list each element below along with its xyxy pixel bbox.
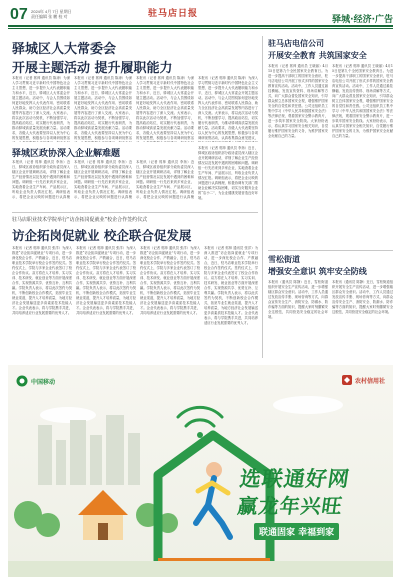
editor-line: 责任编辑 张 鹏 校 对	[31, 14, 68, 19]
ad-tagline: 联通固家 幸福到家	[254, 523, 339, 540]
section-title: 驿城·经济·广告	[332, 15, 393, 25]
article-2-body-col3: 本报讯（记者 郭帅 通讯员 李扬）近日，驿城区政协组织部分政协委员深入辖区企业开展调研活动，详细了解企业生产经营情况以及发展中遇到的困难和问题。调研组一行先后来到多家企业，实地查看企业生产车间、产品展示区，听取企业负责人情况汇报。调研组表示，将把企业反映的问题进行认真梳	[136, 160, 194, 199]
article-3-body-col4: 本报讯（记者 郭帅 通讯员 张洋）为深入推进“访企拓岗促就业”专项行动，进一步深化校企合作、产教融合，近日，驻马店职业技术学院举行校企合作签约仪式。签约仪式上，学院与多家企业代表签订了校企合作协议。双方将在人才培养、实习实训、技术研发、就业创业等方面开展深度合作，实现资源共享、优势互补、互利共赢。学院负责人表示，将以此次签约为契机，不断创新校企合作模式，拓宽毕业生就业渠道，提升人才培养质量，为地方经济社会发展输送更多高素质技术技能人才。企业代表表示，将与学院携手共进，共同培养适应行业发展需要的优秀人才。	[204, 246, 258, 325]
issue-date	[31, 9, 101, 19]
ad-brand-left-name: 中国移动	[31, 378, 56, 386]
article-1-body-col2: 本报讯（记者 郭帅 通讯员 陈涛）为深入学习贯彻习近平新时代中国特色社会主义思想，进一步提升人大代表履职能力和水平，近日，驿城区人大常委会开展主题活动。活动中，与会人员围绕如何更好地发挥人大代表作用、密切联系人民群众、助力全区经济社会高质量发展等内容进行了深入交流。大家表示，将以此次活动为契机，不断加强学习，提高政治站位，切实履行代表职责，为推动驿城高质量发展贡献力量。活动要求，各级人大代表要坚持以人民为中心的发展思想，积极参与各项调研视察活	[74, 76, 132, 140]
article-1-body-col4: 本报讯（记者 郭帅 通讯员 陈涛）为深入学习贯彻习近平新时代中国特色社会主义思想，进一步提升人大代表履职能力和水平，近日，驿城区人大常委会开展主题活动。活动中，与会人员围绕如何更好地发挥人大代表作用、密切联系人民群众、助力全区经济社会高质量发展等内容进行了深入交流。大家表示，将以此次活动为契机，不断加强学习，提高政治站位，切实履行代表职责，为推动驿城高质量发展贡献力量。活动要求，各级人大代表要坚持以人民为中心的发展思想，积极参与各项调研视察活动，认真收集群众意见建议，	[198, 76, 258, 140]
article-1-title: 驿城区人大常委会	[12, 42, 117, 57]
article-5-title: 雪松街道	[268, 255, 300, 264]
article-5-body-col2: 本报讯（通讯员 陈静）近日，雪松街道组织开展安全生产宣传活动，进一步增强辖区群众安全意识。活动中，工作人员通过发放宣传手册、现场咨询等方式，向群众宣传安全生产、消防安全、防溺水、防诈骗等方面的知识，提醒大家时刻绷紧安全这根弦，共同营造安全稳定的社会环境。	[332, 280, 393, 314]
article-2-title: 驿城区政协深入企业解难题	[12, 149, 121, 159]
article-3-title: 访企拓岗促就业 校企联合促发展	[12, 228, 192, 243]
issue-date-line: 2024年 4月 7日 星期日	[31, 9, 72, 14]
article-1-body-col1: 本报讯（记者 郭帅 通讯员 陈涛）为深入学习贯彻习近平新时代中国特色社会主义思想，进一步提升人大代表履职能力和水平，近日，驿城区人大常委会开展主题活动。活动中，与会人员围绕如何更好地发挥人大代表作用、密切联系人民群众、助力全区经济社会高质量发展等内容进行了深入交流。大家表示，将以此次活动为契机，不断加强学习，提高政治站位，切实履行代表职责，为推动驿城高质量发展贡献力量。活动要求，各级人大代表要坚持以人民为中心的发展思想，积极参与各项调研视察活	[12, 76, 70, 140]
ad-slogan-line2: 赢龙年兴旺	[236, 494, 345, 518]
article-4-body-col1: 本报讯（记者 郭帅 通讯员 王晓丽）4月15日是第九个全民国家安全教育日。为进一步提高干部职工的国家安全意识，驻马店电信公司开展了形式多样的国家安全教育宣传活动。活动中，工作人员通过悬挂横幅、发放宣传资料、现场讲解等方式，向广大群众普及国家安全知识，引导群众树立总体国家安全观，增强维护国家安全的自觉性和责任感。公司还组织员工集中学习《中华人民共和国国家安全法》等法律法规，观看国家安全警示教育片，进一步筑牢国家安全防线。大家纷纷表示，将认真学习国家安全相关知识，自觉履行维护国家安全的义务，为维护国家安全贡献自己的力量。	[268, 64, 328, 138]
article-1-subtitle: 开展主题活动 提升履职能力	[12, 61, 173, 76]
ad-brand-right-name: 农村信用社	[354, 377, 385, 385]
article-5-body-col1: 本报讯（通讯员 陈静）近日，雪松街道组织开展安全生产宣传活动，进一步增强辖区群众安全意识。活动中，工作人员通过发放宣传手册、现场咨询等方式，向群众宣传安全生产、消防安全、防溺水、防诈骗等方面的知识，提醒大家时刻绷紧安全这根弦，共同营造安全稳定的社会环境。	[268, 280, 328, 319]
header-rule	[8, 25, 393, 27]
column-divider	[262, 36, 263, 358]
article-1-body-col3: 本报讯（记者 郭帅 通讯员 陈涛）为深入学习贯彻习近平新时代中国特色社会主义思想，进一步提升人大代表履职能力和水平，近日，驿城区人大常委会开展主题活动。活动中，与会人员围绕如何更好地发挥人大代表作用、密切联系人民群众、助力全区经济社会高质量发展等内容进行了深入交流。大家表示，将以此次活动为契机，不断加强学习，提高政治站位，切实履行代表职责，为推动驿城高质量发展贡献力量。活动要求，各级人大代表要坚持以人民为中心的发展思想，积极参与各项调研视察活	[136, 76, 194, 140]
article-2-body-col1: 本报讯（记者 郭帅 通讯员 李扬）近日，驿城区政协组织部分政协委员深入辖区企业开展调研活动，详细了解企业生产经营情况以及发展中遇到的困难和问题。调研组一行先后来到多家企业，实地查看企业生产车间、产品展示区，听取企业负责人情况汇报。调研组表示，将把企业反映的问题进行认真梳	[12, 160, 70, 199]
ad-slogan-line1: 选联通好网	[238, 467, 352, 491]
article-2-body-col4: 本报讯（记者 郭帅 通讯员 李扬）近日，驿城区政协组织部分政协委员深入辖区企业开展调研活动，详细了解企业生产经营情况以及发展中遇到的困难和问题。调研组一行先后来到多家企业，实地查看企业生产车间、产品展示区，听取企业负责人情况汇报。调研组表示，将把企业反映的问题进行认真梳理，积极协调有关部门帮助企业解决实际困难，切实当好服务企业的“店小二”，为企业健康发展营造良好环境。	[198, 146, 258, 200]
page-number: 07	[10, 6, 28, 23]
article-3-kicker: 驻马店职业技术学院举行“访企拓岗促就业”校企合作签约仪式	[12, 217, 148, 223]
newspaper-logo: 驻马店日报	[148, 9, 199, 19]
article-4-subtitle: 开展安全教育 共筑国家安全	[268, 51, 367, 60]
divider	[268, 250, 393, 251]
article-3-body-col3: 本报讯（记者 郭帅 通讯员 张洋）为深入推进“访企拓岗促就业”专项行动，进一步深化校企合作、产教融合，近日，驻马店职业技术学院举行校企合作签约仪式。签约仪式上，学院与多家企业代表签订了校企合作协议。双方将在人才培养、实习实训、技术研发、就业创业等方面开展深度合作，实现资源共享、优势互补、互利共赢。学院负责人表示，将以此次签约为契机，不断创新校企合作模式，拓宽毕业生就业渠道，提升人才培养质量，为地方经济社会发展输送更多高素质技术技能人才。企业代表表示，将与学院携手共进，共同培养适应行业发展需要的优秀人才。	[140, 246, 200, 315]
advertisement	[8, 365, 393, 577]
header-rule-thin	[8, 28, 393, 29]
article-4-title: 驻马店电信公司	[268, 39, 324, 48]
article-2-body-col2: 本报讯（记者 郭帅 通讯员 李扬）近日，驿城区政协组织部分政协委员深入辖区企业开展调研活动，详细了解企业生产经营情况以及发展中遇到的困难和问题。调研组一行先后来到多家企业，实地查看企业生产车间、产品展示区，听取企业负责人情况汇报。调研组表示，将把企业反映的问题进行认真梳	[74, 160, 132, 199]
article-3-body-col1: 本报讯（记者 郭帅 通讯员 张洋）为深入推进“访企拓岗促就业”专项行动，进一步深化校企合作、产教融合，近日，驻马店职业技术学院举行校企合作签约仪式。签约仪式上，学院与多家企业代表签订了校企合作协议。双方将在人才培养、实习实训、技术研发、就业创业等方面开展深度合作，实现资源共享、优势互补、互利共赢。学院负责人表示，将以此次签约为契机，不断创新校企合作模式，拓宽毕业生就业渠道，提升人才培养质量，为地方经济社会发展输送更多高素质技术技能人才。企业代表表示，将与学院携手共进，共同培养适应行业发展需要的优秀人才。	[12, 246, 72, 315]
article-5-subtitle: 增强安全意识 筑牢安全防线	[268, 267, 367, 276]
article-4-body-col2: 本报讯（记者 郭帅 通讯员 王晓丽）4月15日是第九个全民国家安全教育日。为进一步提高干部职工的国家安全意识，驻马店电信公司开展了形式多样的国家安全教育宣传活动。活动中，工作人员通过悬挂横幅、发放宣传资料、现场讲解等方式，向广大群众普及国家安全知识，引导群众树立总体国家安全观，增强维护国家安全的自觉性和责任感。公司还组织员工集中学习《中华人民共和国国家安全法》等法律法规，观看国家安全警示教育片，进一步筑牢国家安全防线。大家纷纷表示，将认真学习国家安全相关知识，自觉履行维护国家安全的义务，为维护国家安全贡献自己的力量。	[332, 64, 393, 138]
article-3-body-col2: 本报讯（记者 郭帅 通讯员 张洋）为深入推进“访企拓岗促就业”专项行动，进一步深化校企合作、产教融合，近日，驻马店职业技术学院举行校企合作签约仪式。签约仪式上，学院与多家企业代表签订了校企合作协议。双方将在人才培养、实习实训、技术研发、就业创业等方面开展深度合作，实现资源共享、优势互补、互利共赢。学院负责人表示，将以此次签约为契机，不断创新校企合作模式，拓宽毕业生就业渠道，提升人才培养质量，为地方经济社会发展输送更多高素质技术技能人才。企业代表表示，将与学院携手共进，共同培养适应行业发展需要的优秀人才。	[76, 246, 136, 315]
divider	[12, 212, 258, 213]
